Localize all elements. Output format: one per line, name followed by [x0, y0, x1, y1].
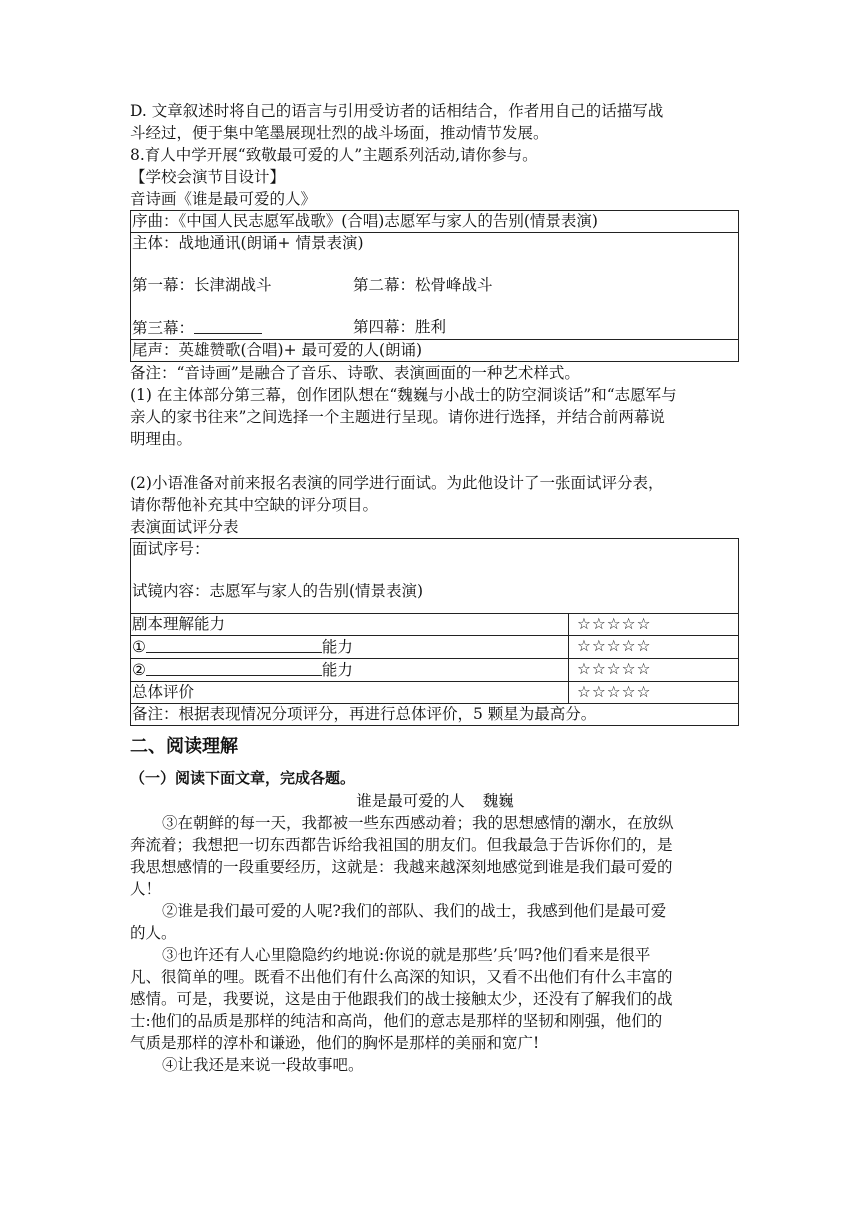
paragraph-line: ②谁是我们最可爱的人呢?我们的部队、我们的战士，我感到他们是最可爱	[162, 902, 667, 920]
serial-label: 面试序号：	[132, 540, 210, 558]
interview-info-cell	[131, 539, 739, 614]
acts-row-2	[132, 317, 738, 339]
paragraph-line: 我思想感情的一段重要经历，这就是：我越来越深刻地感觉到谁是我们最可爱的	[130, 858, 673, 876]
paragraph-line: 凡、很简单的哩。既看不出他们有什么高深的知识，又看不出他们有什么丰富的	[130, 968, 673, 986]
program-table	[130, 210, 739, 362]
content-label: 试镜内容：志愿军与家人的告别(情景表演)	[132, 582, 424, 600]
score-table-title: 表演面试评分表	[130, 518, 239, 536]
paragraph-line: 奔流着；我想把一切东西都告诉给我祖国的朋友们。但我最急于告诉你们的，是	[130, 836, 673, 854]
table-row	[131, 539, 739, 614]
stars-rating: ☆☆☆☆☆	[569, 659, 739, 682]
sub-question-2-line1: (2)小语准备对前来报名表演的同学进行面试。为此他设计了一张面试评分表，	[130, 474, 664, 492]
paragraph-line: ③在朝鲜的每一天，我都被一些东西感动着；我的思想感情的潮水，在放纵	[162, 814, 674, 832]
sub-question-1-line3: 明理由。	[130, 430, 193, 448]
main-label: 主体：战地通讯(朗诵+ 情景表演)	[132, 234, 364, 252]
article-header	[130, 790, 740, 812]
paragraph-line: 的人。	[130, 924, 177, 942]
act1-label: 第一幕：长津湖战斗	[132, 276, 272, 294]
document-page	[130, 100, 740, 1076]
paragraph-line: ③也许还有人心里隐隐约约地说:你说的就是那些’兵’吗?他们看来是很平	[162, 946, 651, 964]
q7-option-d-line2: 斗经过，便于集中笔墨展现壮烈的战斗场面，推动情节发展。	[130, 124, 549, 142]
paragraph-line: ④让我还是来说一段故事吧。	[162, 1056, 364, 1074]
acts-row-1	[132, 275, 738, 296]
score-item: 总体评价	[131, 682, 569, 704]
act3-cell	[132, 317, 353, 339]
table-row	[131, 340, 739, 362]
ability-suffix: 能力	[321, 638, 353, 656]
act3-label: 第三幕：	[132, 319, 195, 337]
section-heading-reading: 二、阅读理解	[130, 736, 238, 757]
paragraph-line: 气质是那样的淳朴和谦逊，他们的胸怀是那样的美丽和宽广!	[130, 1034, 540, 1052]
article-title: 谁是最可爱的人	[356, 792, 465, 810]
note-1: 备注：“音诗画”是融合了音乐、诗歌、表演画面的一种艺术样式。	[130, 364, 580, 382]
table-row	[131, 614, 739, 636]
sub-question-1-line2: 亲人的家书往来”之间选择一个主题进行呈现。请你进行选择，并结合前两幕说	[130, 408, 665, 426]
score-note: 备注：根据表现情况分项评分，再进行总体评价，5 颗星为最高分。	[131, 704, 739, 726]
table-row	[131, 636, 739, 659]
table-row	[131, 682, 739, 704]
ability-suffix: 能力	[321, 661, 353, 679]
score-item: 剧本理解能力	[131, 614, 569, 636]
circle-number-1: ①	[132, 638, 146, 656]
sub-question-2-line2: 请你帮他补充其中空缺的评分项目。	[130, 496, 379, 514]
stars-rating: ☆☆☆☆☆	[569, 682, 739, 704]
table-row	[131, 704, 739, 726]
act2-label: 第二幕：松骨峰战斗	[353, 276, 493, 294]
epilogue-cell: 尾声：英雄赞歌(合唱)+ 最可爱的人(朗诵)	[131, 340, 739, 362]
part-heading: （一）阅读下面文章，完成各题。	[130, 769, 356, 787]
paragraph-line: 人！	[130, 880, 162, 898]
stars-rating: ☆☆☆☆☆	[569, 614, 739, 636]
table-row	[131, 211, 739, 233]
circle-number-2: ②	[132, 661, 146, 679]
prelude-cell: 序曲：《中国人民志愿军战歌》(合唱)志愿军与家人的告别(情景表演)	[131, 211, 739, 233]
q8-section-heading: 【学校会演节目设计】	[130, 168, 286, 186]
blank-field-2[interactable]	[146, 659, 322, 676]
main-cell	[131, 233, 739, 340]
q7-option-d-line1: D. 文章叙述时将自己的语言与引用受访者的话相结合，作者用自己的话描写战	[130, 102, 664, 120]
table-row	[131, 233, 739, 340]
score-table	[130, 538, 739, 726]
blank-field-1[interactable]	[146, 636, 322, 653]
program-title: 音诗画《谁是最可爱的人》	[130, 190, 317, 208]
score-item-blank-1	[131, 636, 569, 659]
act4-label: 第四幕：胜利	[353, 318, 447, 336]
q8-stem: 8.育人中学开展“致敬最可爱的人”主题系列活动,请你参与。	[130, 146, 538, 164]
score-item-blank-2	[131, 659, 569, 682]
sub-question-1-line1: (1) 在主体部分第三幕，创作团队想在“魏巍与小战士的防空洞谈话”和“志愿军与	[130, 386, 677, 404]
article-author: 魏巍	[482, 792, 514, 810]
paragraph-line: 感情。可是，我要说，这是由于他跟我们的战士接触太少，还没有了解我们的战	[130, 990, 673, 1008]
act3-blank[interactable]	[194, 317, 262, 334]
table-row	[131, 659, 739, 682]
stars-rating: ☆☆☆☆☆	[569, 636, 739, 659]
paragraph-line: 士:他们的品质是那样的纯洁和高尚，他们的意志是那样的坚韧和刚强，他们的	[130, 1012, 663, 1030]
